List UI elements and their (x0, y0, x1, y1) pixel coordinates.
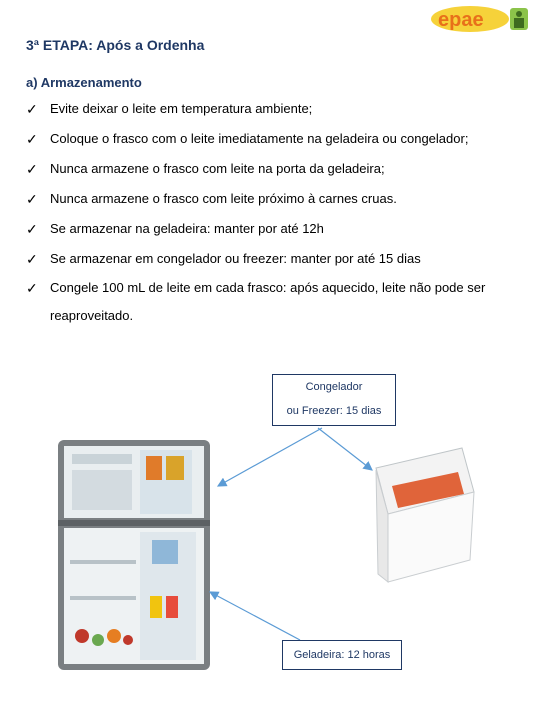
freezer-callout-line2: ou Freezer: 15 dias (286, 405, 382, 417)
list-item-text: Nunca armazene o frasco com leite na porta da geladeira; (50, 161, 385, 176)
chest-freezer-image (376, 448, 474, 582)
list-item-text: Congele 100 mL de leite em cada frasco: após aquecido, leite não pode ser reaproveitado. (50, 280, 486, 323)
list-item-text: Se armazenar na geladeira: manter por até 12h (50, 221, 324, 236)
checkmark-icon: ✓ (26, 280, 38, 296)
arrow-to-fridge-compartment (210, 592, 300, 640)
stage-title: 3ª ETAPA: Após a Ordenha (26, 37, 205, 53)
checkmark-icon: ✓ (26, 191, 38, 207)
list-item-text: Se armazenar em congelador ou freezer: manter por até 15 dias (50, 251, 421, 266)
freezer-callout-line1: Congelador (305, 381, 363, 393)
checkmark-icon: ✓ (26, 251, 38, 267)
checkmark-icon: ✓ (26, 221, 38, 237)
arrow-to-freezer-compartment (218, 428, 322, 486)
refrigerator-image (58, 440, 210, 670)
checkmark-icon: ✓ (26, 131, 38, 147)
section-title: a) Armazenamento (26, 75, 142, 90)
freezer-callout (272, 374, 396, 426)
list-item-text: Nunca armazene o frasco com leite próximo à carnes cruas. (50, 191, 397, 206)
checkmark-icon: ✓ (26, 101, 38, 117)
fridge-callout: Geladeira: 12 horas (282, 640, 402, 670)
checkmark-icon: ✓ (26, 161, 38, 177)
arrow-to-chest-freezer (318, 428, 372, 470)
list-item-text: Evite deixar o leite em temperatura ambiente; (50, 101, 313, 116)
list-item-text: Coloque o frasco com o leite imediatamente na geladeira ou congelador; (50, 131, 469, 146)
logo-text: epae (438, 9, 484, 31)
